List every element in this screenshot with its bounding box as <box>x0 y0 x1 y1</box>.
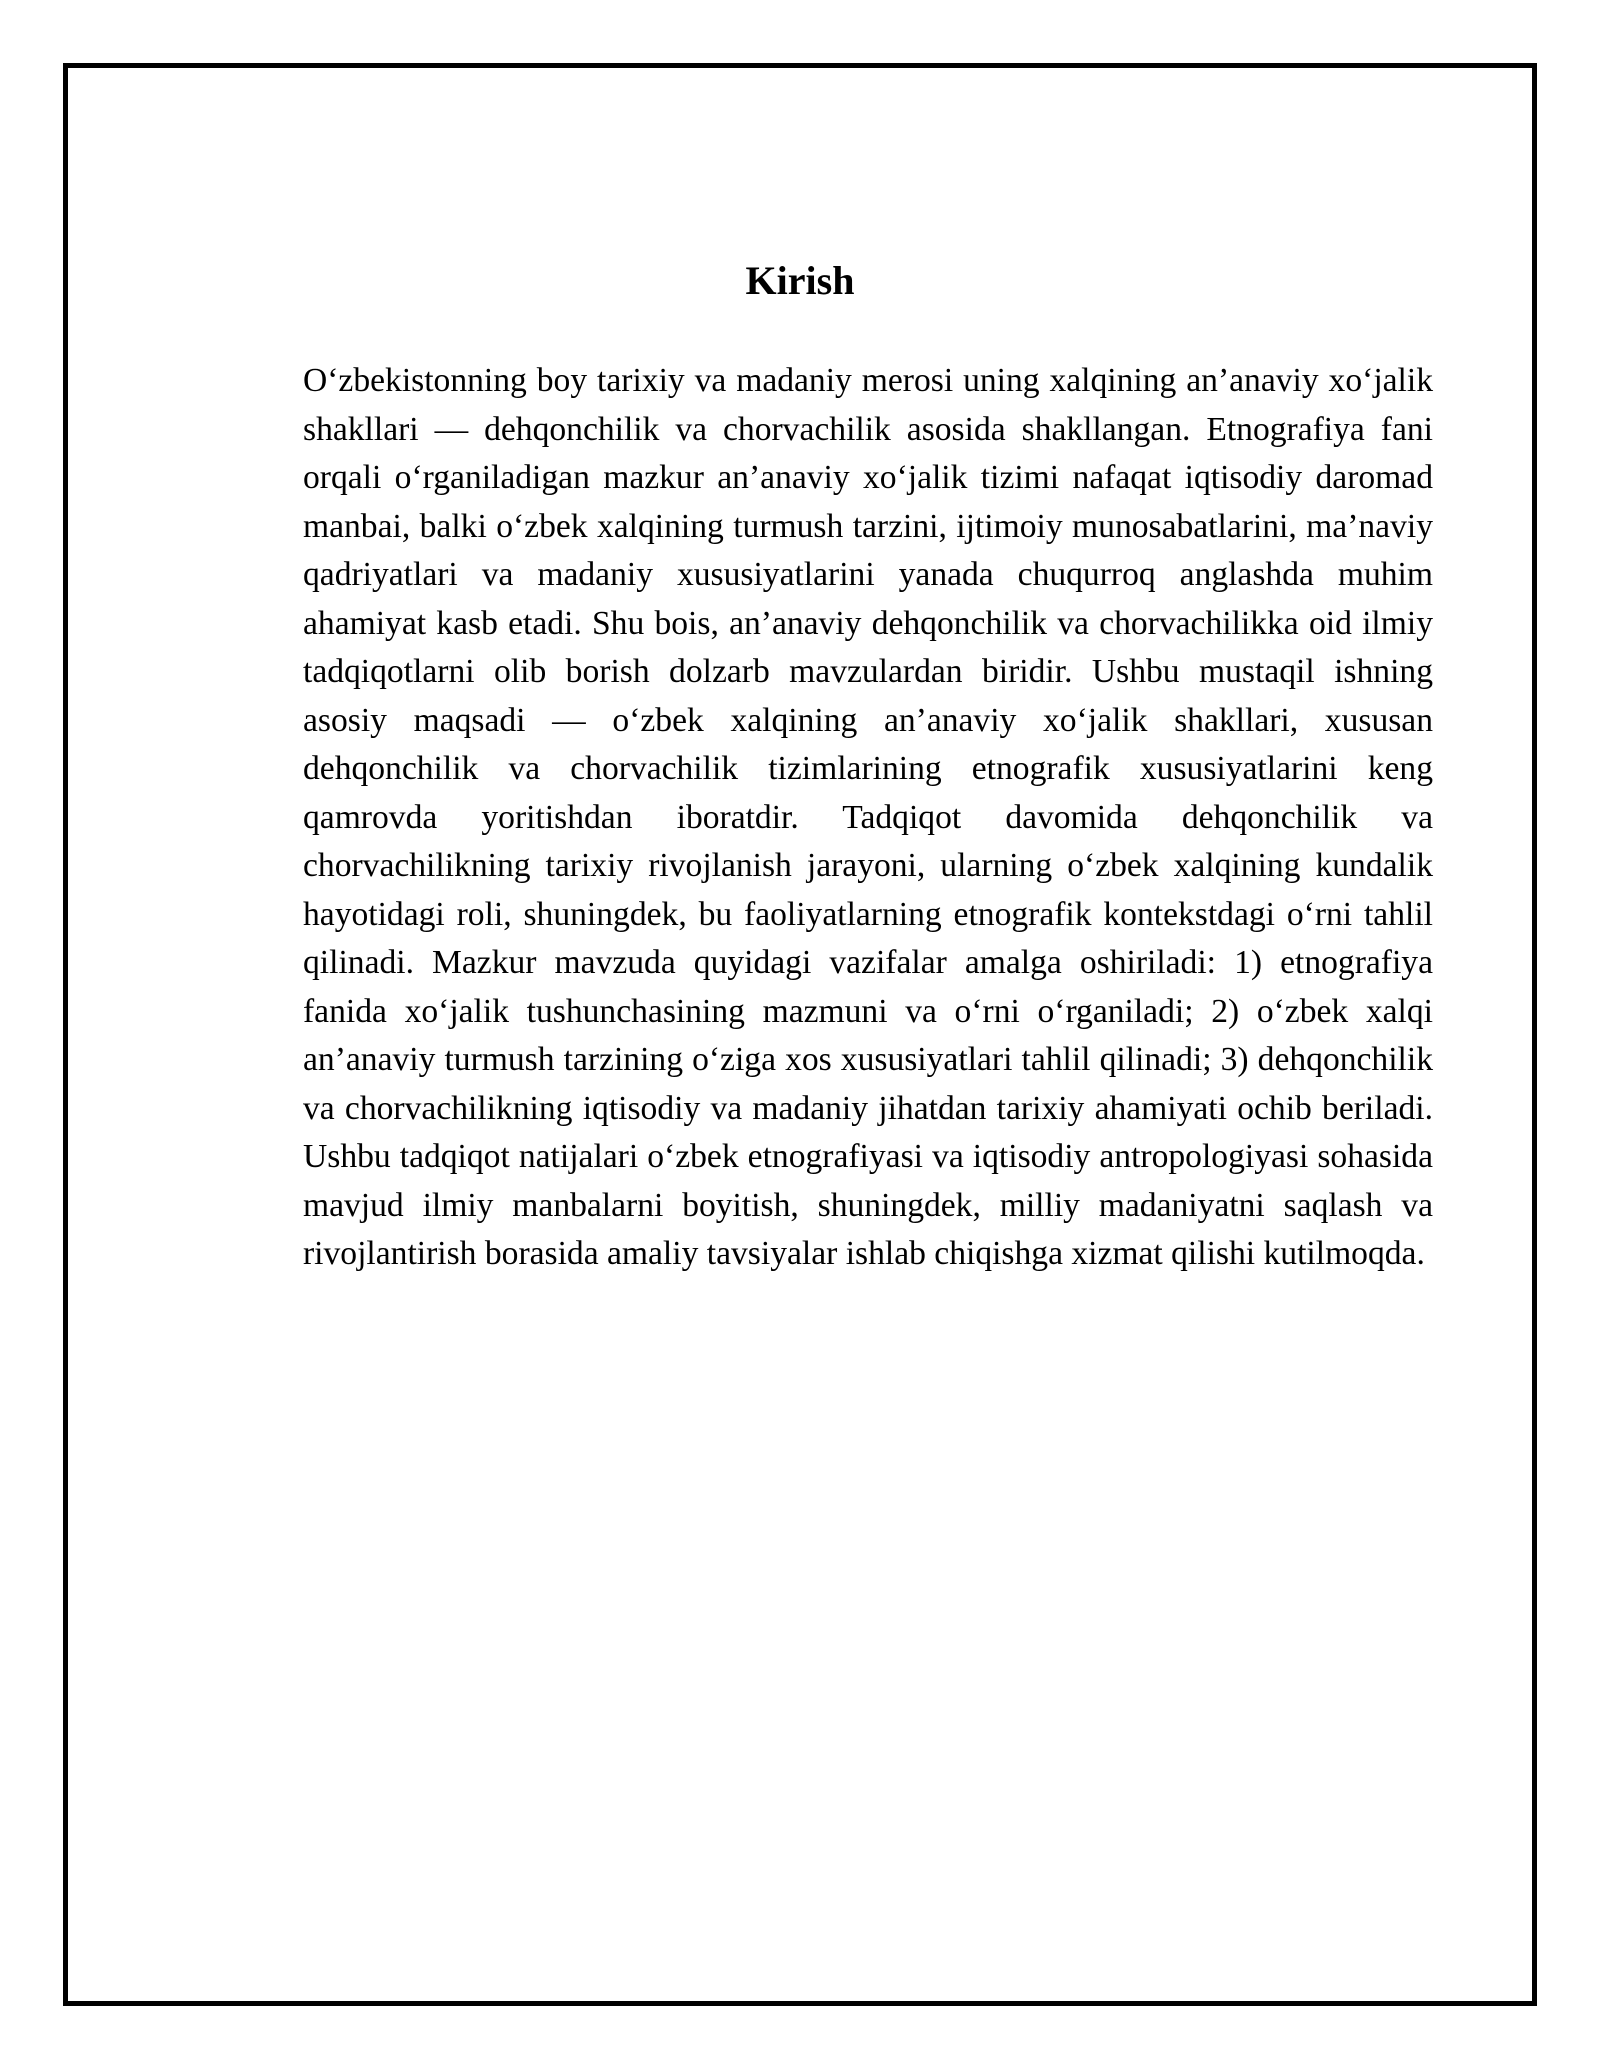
page-border <box>63 63 1537 2006</box>
page-title: Kirish <box>745 258 855 303</box>
body-paragraph: O‘zbekistonning boy tarixiy va madaniy merosi uning xalqining an’anaviy xo‘jalik shakllari — dehqonchilik va chorvachilik asosida shakllangan. Etnografiya fani orqali o‘rganiladigan mazkur an’anaviy xo‘jalik tizimi nafaqat iqtisodiy daromad manbai, balki o‘zbek xalqining turmush tarzini, ijtimoiy munosabatlarini, ma’naviy qadriyatlari va madaniy xususiyatlarini yanada chuqurroq anglashda muhim ahamiyat kasb etadi. Shu bois, an’anaviy dehqonchilik va chorvachilikka oid ilmiy tadqiqotlarni olib borish dolzarb mavzulardan biridir. Ushbu mustaqil ishning asosiy maqsadi — o‘zbek xalqining an’anaviy xo‘jalik shakllari, xususan dehqonchilik va chorvachilik tizimlarining etnografik xususiyatlarini keng qamrovda yoritishdan iboratdir. Tadqiqot davomida dehqonchilik va chorvachilikning tarixiy rivojlanish jarayoni, ularning o‘zbek xalqining kundalik hayotidagi roli, shuningdek, bu faoliyatlarning etnografik kontekstdagi o‘rni tahlil qilinadi. Mazkur mavzuda quyidagi vazifalar amalga oshiriladi: 1) etnografiya fanida xo‘jalik tushunchasining mazmuni va o‘rni o‘rganiladi; 2) o‘zbek xalqi an’anaviy turmush tarzining o‘ziga xos xususiyatlari tahlil qilinadi; 3) dehqonchilik va chorvachilikning iqtisodiy va madaniy jihatdan tarixiy ahamiyati ochib beriladi. Ushbu tadqiqot natijalari o‘zbek etnografiyasi va iqtisodiy antropologiyasi sohasida mavjud ilmiy manbalarni boyitish, shuningdek, milliy madaniyatni saqlash va rivojlantirish borasida amaliy tavsiyalar ishlab chiqishga xizmat qilishi kutilmoqda. <box>303 362 1433 1272</box>
